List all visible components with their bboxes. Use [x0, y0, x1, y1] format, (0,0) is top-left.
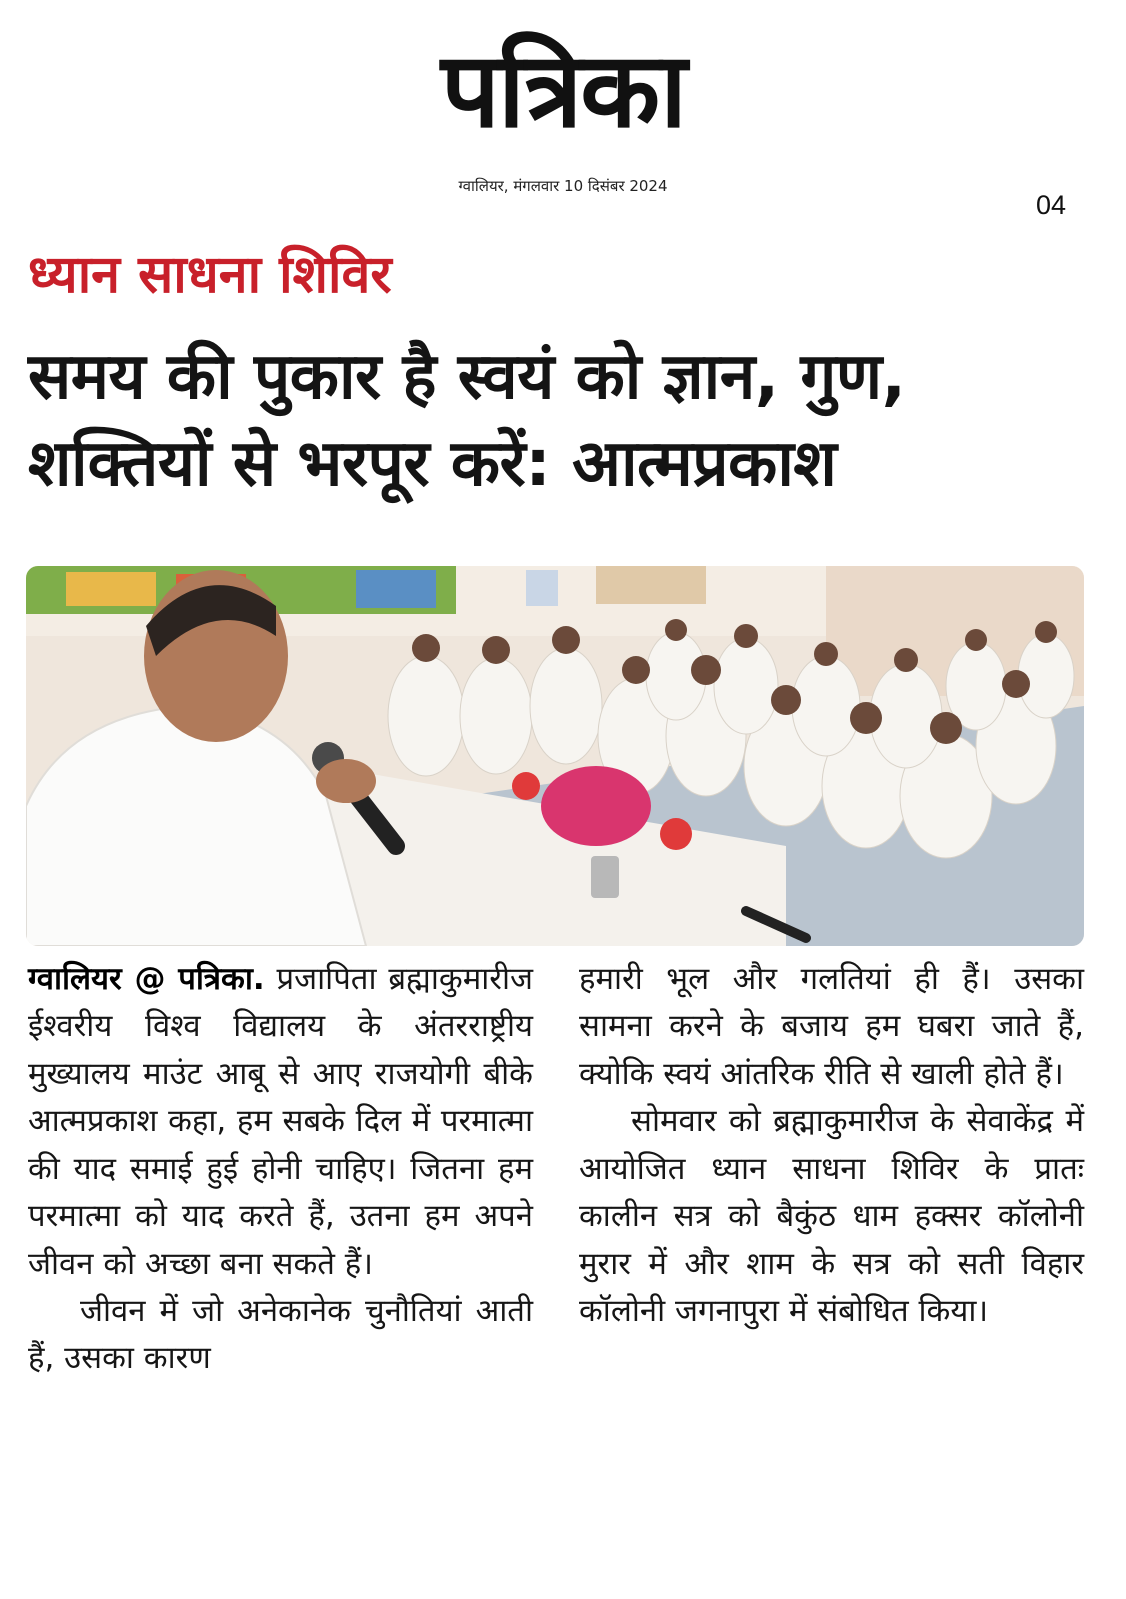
- paragraph: हमारी भूल और गलतियां ही हैं। उसका सामना करने के बजाय हम घबरा जाते हैं, क्योकि स्वयं आंतरिक रीति से खाली होते हैं।: [579, 961, 1084, 1092]
- article-body: [28, 956, 1084, 1383]
- article-column-2: [579, 956, 1084, 1383]
- paragraph: जीवन में जो अनेकानेक चुनौतियां आती हैं, उसका कारण: [28, 1292, 533, 1377]
- paragraph: सोमवार को ब्रह्माकुमारीज के सेवाकेंद्र में आयोजित ध्यान साधना शिविर के प्रातः कालीन सत्र को बैकुंठ धाम हक्सर कॉलोनी मुरार में और शाम के सत्र को सती विहार कॉलोनी जगनापुरा में संबोधित किया।: [579, 1103, 1084, 1329]
- dateline: ग्वालियर, मंगलवार 10 दिसंबर 2024: [458, 177, 668, 195]
- page-number: 04: [1035, 190, 1066, 220]
- news-photo: [26, 566, 1084, 946]
- article-column-1: [28, 956, 533, 1383]
- newspaper-masthead: पत्रिका: [440, 28, 686, 151]
- photo-illustration: [26, 566, 1084, 946]
- paragraph-text: प्रजापिता ब्रह्माकुमारीज ईश्वरीय विश्व विद्यालय के अंतरराष्ट्रीय मुख्यालय माउंट आबू से आए राजयोगी बीके आत्मप्रकाश कहा, हम सबके दिल में परमात्मा की याद समाई हुई होनी चाहिए। जितना हम परमात्मा को याद करते हैं, उतना हम अपने जीवन को अच्छा बना सकते हैं।: [28, 961, 533, 1282]
- story-headline: समय की पुकार है स्वयं को ज्ञान, गुण, शक्तियों से भरपूर करें: आत्मप्रकाश: [28, 340, 906, 502]
- paragraph: [28, 956, 533, 1288]
- byline: ग्वालियर @ पत्रिका.: [28, 961, 265, 997]
- story-kicker: ध्यान साधना शिविर: [28, 245, 392, 305]
